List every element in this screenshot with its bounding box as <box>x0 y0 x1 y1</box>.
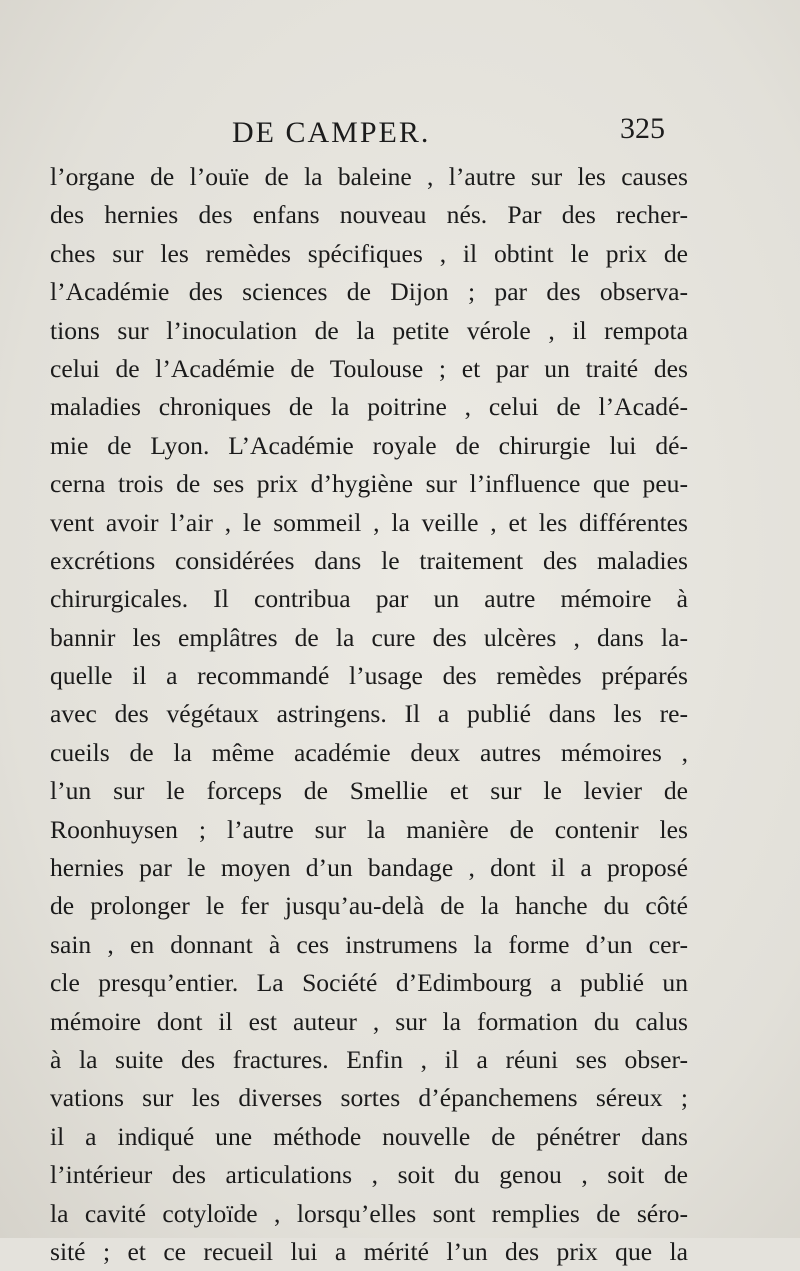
text-line: quelle il a recommandé l’usage des remèdes préparés <box>50 661 688 691</box>
text-line: mémoire dont il est auteur , sur la formation du calus <box>50 1006 688 1036</box>
page-header <box>0 108 800 152</box>
body-text <box>50 158 688 1271</box>
text-line: bannir les emplâtres de la cure des ulcères , dans la- <box>50 622 688 652</box>
page-number: 325 <box>620 112 665 145</box>
text-line: des hernies des enfans nouveau nés. Par des recher- <box>50 200 688 230</box>
text-line: l’organe de l’ouïe de la baleine , l’autre sur les causes <box>50 162 688 191</box>
text-line: vations sur les diverses sortes d’épanchemens séreux ; <box>50 1083 688 1113</box>
text-line: sain , en donnant à ces instrumens la forme d’un cer- <box>50 929 688 959</box>
text-line: avec des végétaux astringens. Il a publié dans les re- <box>50 699 688 729</box>
text-line: il a indiqué une méthode nouvelle de pénétrer dans <box>50 1121 688 1151</box>
text-line: cueils de la même académie deux autres mémoires , <box>50 737 688 767</box>
text-line: l’un sur le forceps de Smellie et sur le levier de <box>50 776 688 806</box>
text-line: sité ; et ce recueil lui a mérité l’un des prix que la <box>50 1236 688 1266</box>
text-line: l’Académie des sciences de Dijon ; par des observa- <box>50 277 688 307</box>
text-line: la cavité cotyloïde , lorsqu’elles sont remplies de séro- <box>50 1198 688 1228</box>
text-line: maladies chroniques de la poitrine , celui de l’Acadé- <box>50 392 688 422</box>
text-line: chirurgicales. Il contribua par un autre mémoire à <box>50 584 688 614</box>
text-line: hernies par le moyen d’un bandage , dont il a proposé <box>50 853 688 883</box>
text-line: cerna trois de ses prix d’hygiène sur l’influence que peu- <box>50 469 688 499</box>
running-head: DE CAMPER. <box>232 116 431 149</box>
text-line: cle presqu’entier. La Société d’Edimbourg a publié un <box>50 968 688 998</box>
text-line: mie de Lyon. L’Académie royale de chirurgie lui dé- <box>50 430 688 460</box>
text-line: celui de l’Académie de Toulouse ; et par un traité des <box>50 353 688 383</box>
text-line: de prolonger le fer jusqu’au-delà de la hanche du côté <box>50 891 688 921</box>
text-line: excrétions considérées dans le traitement des maladies <box>50 545 688 575</box>
text-line: ches sur les remèdes spécifiques , il obtint le prix de <box>50 238 688 268</box>
text-line: tions sur l’inoculation de la petite vérole , il rempota <box>50 315 688 345</box>
text-line: l’intérieur des articulations , soit du genou , soit de <box>50 1160 688 1190</box>
text-line: Roonhuysen ; l’autre sur la manière de contenir les <box>50 814 688 844</box>
text-line: vent avoir l’air , le sommeil , la veille , et les différentes <box>50 507 688 537</box>
text-line: à la suite des fractures. Enfin , il a réuni ses obser- <box>50 1044 688 1074</box>
